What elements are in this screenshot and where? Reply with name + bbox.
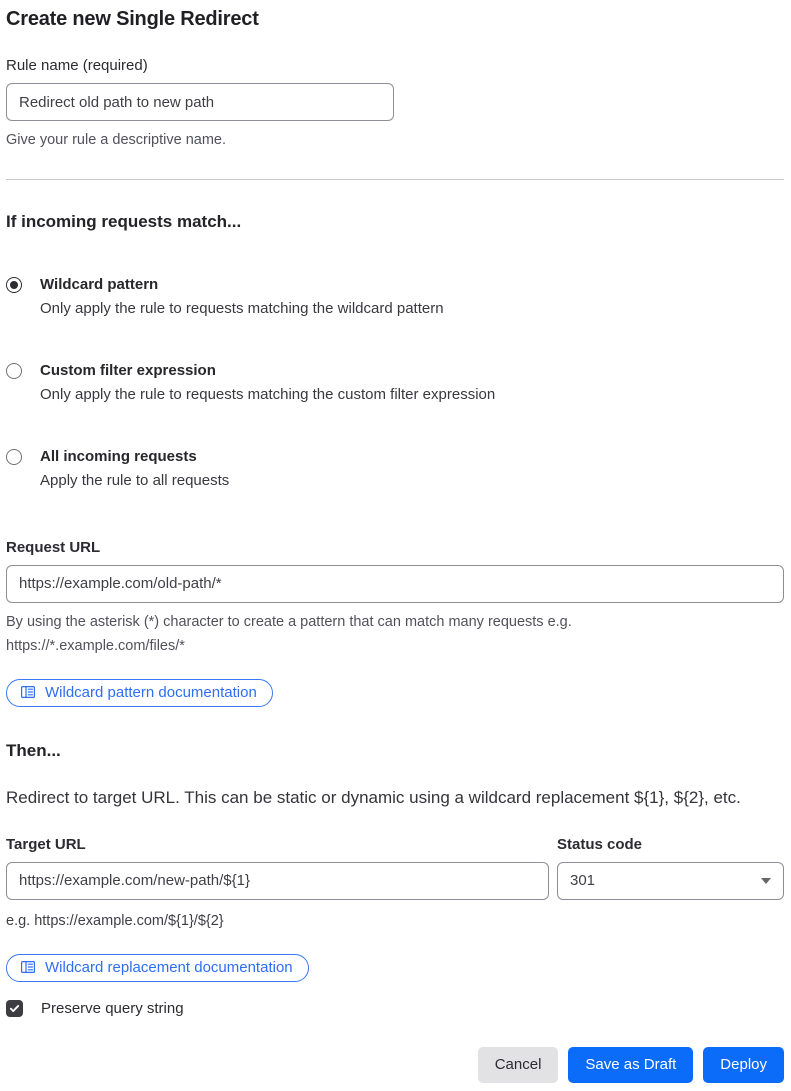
status-code-label: Status code [557, 835, 643, 853]
book-icon [20, 959, 36, 975]
radio-all-requests-description: Apply the rule to all requests [40, 471, 230, 489]
form-action-bar [6, 1047, 784, 1083]
radio-wildcard-pattern-label: Wildcard pattern [40, 275, 159, 293]
wildcard-replacement-docs-button[interactable] [6, 954, 309, 982]
radio-all-requests-label: All incoming requests [40, 447, 197, 465]
target-url-help: e.g. https://example.com/${1}/${2} [6, 912, 224, 929]
then-section-heading: Then... [6, 740, 61, 760]
status-code-field [557, 836, 784, 934]
radio-wildcard-pattern-description: Only apply the rule to requests matching the wildcard pattern [40, 299, 444, 317]
target-url-label: Target URL [6, 835, 86, 853]
request-url-help-line1: By using the asterisk (*) character to create a pattern that can match many requests e.g. [6, 613, 572, 630]
request-url-input[interactable] [6, 565, 784, 603]
request-url-label: Request URL [6, 538, 101, 556]
target-and-status-row [6, 836, 784, 934]
status-code-select[interactable] [557, 862, 784, 900]
wildcard-replacement-docs-label: Wildcard replacement documentation [45, 958, 293, 976]
deploy-button[interactable]: Deploy [703, 1047, 784, 1083]
request-url-field [6, 539, 784, 659]
match-section-heading: If incoming requests match... [6, 211, 242, 231]
match-type-radio-group [6, 276, 784, 489]
target-url-input[interactable] [6, 862, 549, 900]
wildcard-pattern-docs-button[interactable] [6, 679, 273, 707]
request-url-help [6, 610, 784, 659]
book-icon [20, 684, 36, 700]
rule-name-label: Rule name (required) [6, 57, 148, 74]
chevron-down-icon [761, 878, 771, 884]
target-url-field [6, 836, 549, 934]
page-title: Create new Single Redirect [6, 8, 259, 30]
radio-custom-filter-description: Only apply the rule to requests matching the custom filter expression [40, 385, 496, 403]
request-url-help-line2: https://*.example.com/files/* [6, 638, 185, 655]
checkbox-checked-icon[interactable] [6, 1000, 23, 1017]
then-section-description: Redirect to target URL. This can be static or dynamic using a wildcard replacement ${1}, ${2}, etc. [6, 787, 741, 807]
preserve-query-string-option[interactable] [6, 1000, 784, 1017]
radio-option-custom-filter-expression[interactable] [6, 362, 784, 403]
cancel-button[interactable]: Cancel [478, 1047, 559, 1083]
preserve-query-string-label: Preserve query string [41, 999, 184, 1017]
status-code-selected-value: 301 [570, 872, 596, 890]
wildcard-pattern-docs-label: Wildcard pattern documentation [45, 683, 257, 701]
section-divider [6, 179, 784, 180]
rule-name-field [6, 57, 784, 153]
save-as-draft-button[interactable]: Save as Draft [568, 1047, 693, 1083]
rule-name-help: Give your rule a descriptive name. [6, 132, 227, 148]
rule-name-input[interactable] [6, 83, 394, 121]
radio-option-all-incoming-requests[interactable] [6, 448, 784, 489]
radio-custom-filter-label: Custom filter expression [40, 361, 216, 379]
radio-all-requests-icon[interactable] [6, 449, 22, 465]
radio-option-wildcard-pattern[interactable] [6, 276, 784, 317]
radio-custom-filter-icon[interactable] [6, 363, 22, 379]
radio-wildcard-pattern-icon[interactable] [6, 277, 22, 293]
